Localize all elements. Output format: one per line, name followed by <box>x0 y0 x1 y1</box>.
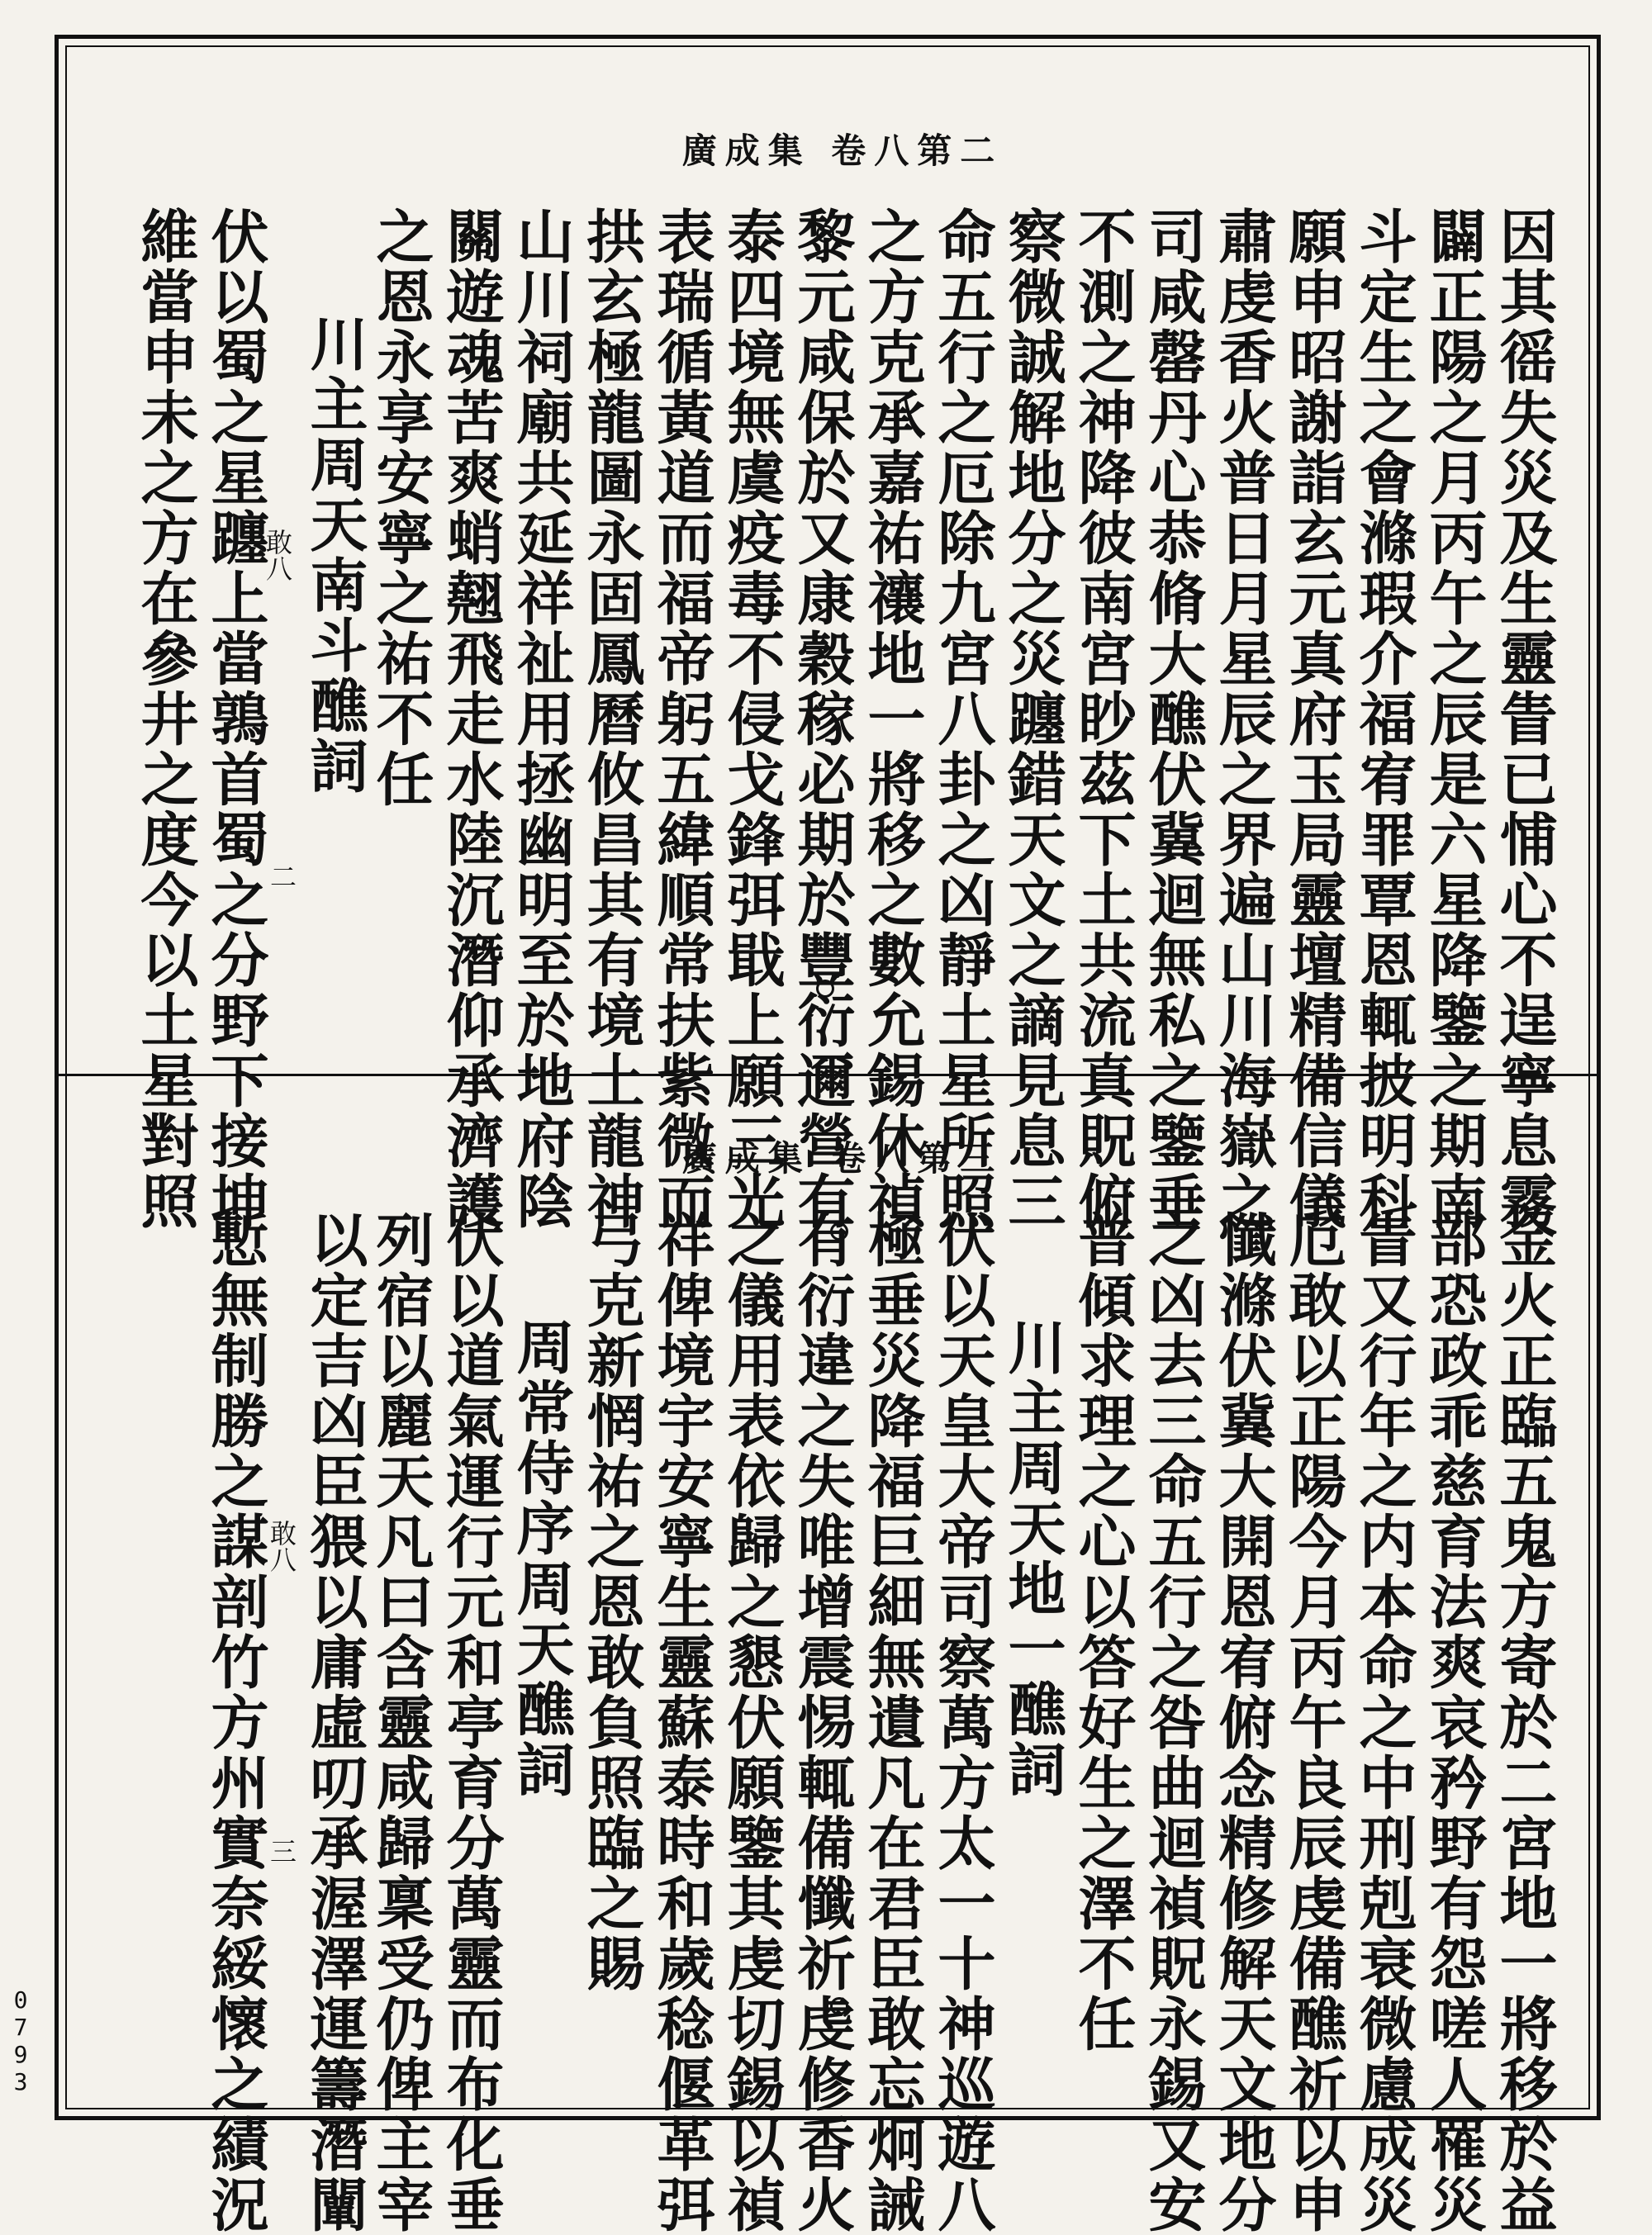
text-column: 極垂災降福巨細無遺凡在君臣敢忘炯誡 <box>858 1210 927 2235</box>
text-column: 周常侍序周天醮詞 <box>507 1317 576 1800</box>
text-column: 因其徭失災及生靈眚已悑心不逞寧息霧 <box>1490 206 1559 1231</box>
text-column: 關遊魂苦爽蛸翹飛走水陸沉潛仰承濟護 <box>437 206 506 1231</box>
text-column: 斗定生之會滌瑕介福宥罪覃恩輒披明科 <box>1350 206 1418 1231</box>
text-column: 闢正陽之月丙午之辰是六星降鑒之期南 <box>1420 206 1488 1231</box>
text-column: 山川祠廟共延祥祉用拯幽明至於地府陰 <box>507 206 576 1231</box>
text-column: 金火正臨五鬼方寄於二宮地一將移於益 <box>1490 1210 1559 2235</box>
annotation-ke-ba-top: 敢八 <box>262 529 293 581</box>
text-column: 普傾求理之心以答好生之澤不任 <box>1069 1210 1137 2054</box>
text-column: 司咸罄丹心恭脩大醮伏冀迴無私之鑒垂 <box>1139 206 1208 1231</box>
text-column: 眚又行年之内本命之中刑剋衰微慮成災 <box>1350 1210 1418 2235</box>
text-column: 之恩永享安寧之祐不任 <box>367 206 435 809</box>
circle-mark <box>830 1997 848 2015</box>
annotation-ke-ba-bottom: 敢八 <box>266 1520 297 1573</box>
text-column: 祥俾境宇安寧生靈蘇泰時和歲稔偃革弭 <box>648 1210 716 2235</box>
text-column: 拱玄極龍圖永固鳳曆攸昌其有境土龍神 <box>577 206 646 1231</box>
text-column: 維當申未之方在參井之度今以土星對照 <box>131 206 200 1231</box>
text-column: 以定吉凶臣猥以庸虛叨承渥澤運籌潛闡 <box>301 1210 369 2235</box>
text-column: 之方克承嘉祐禳地一將移之數允錫休禎 <box>858 206 927 1231</box>
circle-mark <box>816 225 834 243</box>
text-column: 表瑞循黃道而福帝躬五緯順常扶紫微而 <box>648 206 716 1231</box>
text-column: 弓克新惘祐之恩敢負照臨之賜 <box>577 1210 646 1994</box>
text-column: 察微誠解地分之災躔錯天文之謫見息三 <box>999 206 1067 1231</box>
page-header-bottom: 廣成集 卷八第三 <box>681 1138 1004 1179</box>
page-header-top: 廣成集 卷八第二 <box>681 130 1004 171</box>
circle-mark <box>830 1222 848 1241</box>
text-column: 厄敢以正陽今月丙午良辰虔備醮祈以申 <box>1279 1210 1348 2235</box>
text-column: 川主周天南斗醮詞 <box>301 314 369 796</box>
circle-mark <box>816 980 834 998</box>
text-column: 列宿以麗天凡曰含靈咸歸稟受仍俾主宰 <box>367 1210 435 2235</box>
text-column: 之儀用表依歸之懇伏願鑒其虔切錫以禎 <box>718 1210 786 2235</box>
annotation-san: 三 <box>266 1838 297 1864</box>
text-column: 不測之神降彼南宮眇茲下土共流真貺俯 <box>1069 206 1137 1231</box>
text-column: 命五行之厄除九宮八卦之凶靜土星所照 <box>928 206 997 1231</box>
text-column: 願申昭謝詣玄元真府玉局靈壇精備信儀 <box>1279 206 1348 1231</box>
text-column: 伏以道氣運行元和亭育分萬靈而布化垂 <box>437 1210 506 2235</box>
page-number: 0793 <box>7 1986 35 2095</box>
text-column: 之凶去三命五行之咎曲迴禎貺永錫又安 <box>1139 1210 1208 2235</box>
text-column: 伏以天皇大帝司察萬方太一十神巡遊八 <box>928 1210 997 2235</box>
text-column: 川主周天地一醮詞 <box>999 1317 1067 1800</box>
text-column: 部恐政乖慈育法爽哀矜野有怨嗟人罹災 <box>1420 1210 1488 2235</box>
text-column: 慙無制勝之謀剖竹方州實奈綏懷之績況 <box>202 1210 270 2235</box>
text-column: 懺滌伏冀大開恩宥俯念精修解天文地分 <box>1209 1210 1278 2235</box>
text-column: 有衍違之失唯增震惕輒備懺祈虔修香火 <box>788 1210 857 2235</box>
text-column: 肅虔香火普日月星辰之界遍山川海嶽之 <box>1209 206 1278 1231</box>
text-column: 黎元咸保於又康穀稼必期於豐衍邇營有 <box>788 206 857 1231</box>
text-column: 伏以蜀之星躔上當鶉首蜀之分野下接坤 <box>202 206 270 1231</box>
text-column: 泰四境無虞疫毒不侵戈鋒弭戢上願三光 <box>718 206 786 1231</box>
annotation-er: 二 <box>266 863 297 890</box>
